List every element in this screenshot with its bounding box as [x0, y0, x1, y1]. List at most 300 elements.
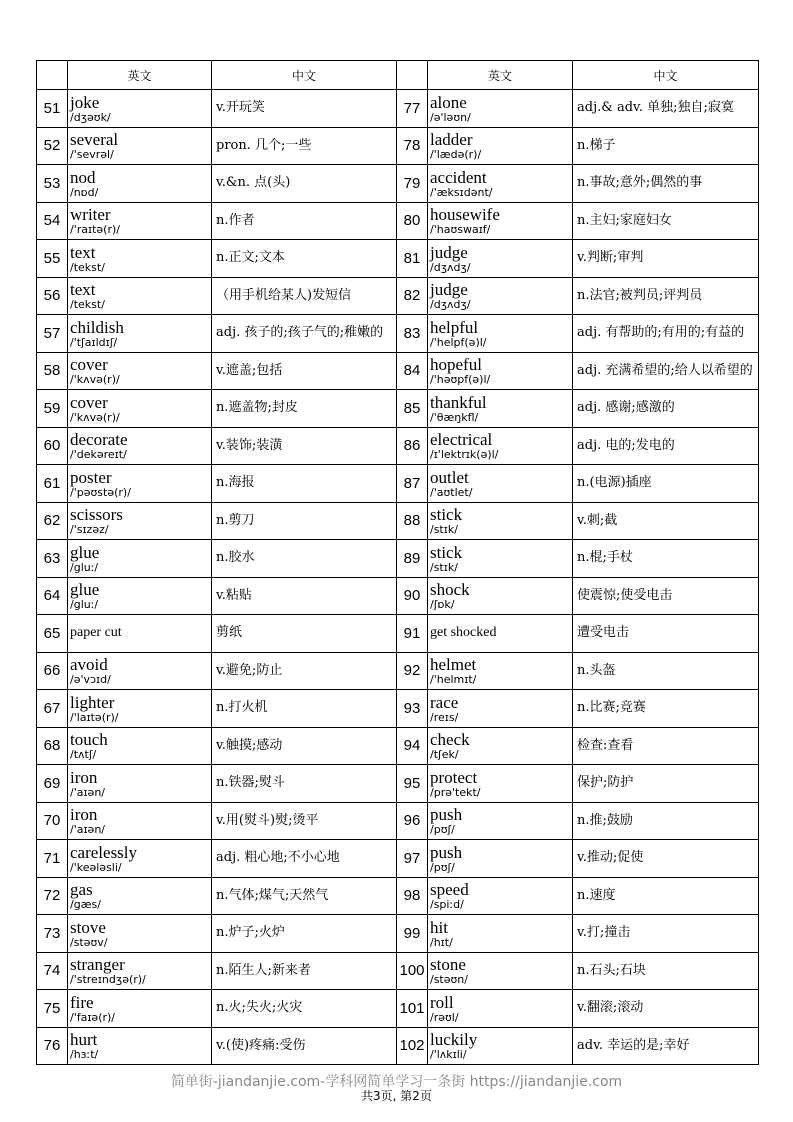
chinese-meaning	[573, 690, 759, 728]
chinese-meaning	[573, 277, 759, 315]
entry-word-cell	[428, 90, 573, 128]
entry-word-cell	[68, 840, 212, 878]
entry-number: 84	[397, 352, 428, 390]
english-word: accident	[430, 167, 487, 187]
chinese-meaning	[573, 990, 759, 1028]
table-row	[37, 390, 759, 428]
entry-number: 100	[397, 952, 428, 990]
entry-number: 95	[397, 765, 428, 803]
phonetic: /'sevrəl/	[70, 148, 114, 162]
header-english-left: 英文	[68, 61, 212, 90]
entry-number: 86	[397, 427, 428, 465]
entry-number: 55	[37, 240, 68, 278]
phonetic: /tekst/	[70, 298, 105, 312]
entry-word-cell	[428, 502, 573, 540]
chinese-meaning	[212, 877, 397, 915]
phonetic: /stɪk/	[430, 523, 458, 537]
meaning-text: n.剪刀	[216, 512, 255, 528]
english-word: hopeful	[430, 355, 482, 375]
meaning-text: n.陌生人;新来者	[216, 962, 311, 978]
english-word: iron	[70, 767, 98, 787]
english-word: stick	[430, 505, 463, 525]
phonetic: /'aɪən/	[70, 823, 106, 837]
meaning-text: n.(电源)插座	[577, 475, 652, 491]
entry-number: 63	[37, 540, 68, 578]
table-row	[37, 165, 759, 203]
entry-number: 80	[397, 202, 428, 240]
phonetic: /ʃɒk/	[430, 598, 455, 612]
meaning-text: n.打火机	[216, 700, 268, 716]
entry-word-cell	[68, 765, 212, 803]
table-row	[37, 915, 759, 953]
entry-number: 68	[37, 727, 68, 765]
chinese-meaning	[212, 277, 397, 315]
english-word: ladder	[430, 130, 473, 150]
header-chinese-right: 中文	[573, 61, 759, 90]
table-row	[37, 577, 759, 615]
header-chinese-left: 中文	[212, 61, 397, 90]
entry-word-cell	[428, 127, 573, 165]
english-word: helmet	[430, 655, 477, 675]
chinese-meaning	[212, 952, 397, 990]
english-word: hit	[430, 917, 448, 937]
entry-number: 67	[37, 690, 68, 728]
chinese-meaning	[212, 465, 397, 503]
entry-number: 60	[37, 427, 68, 465]
english-word: avoid	[70, 655, 108, 675]
entry-word-cell	[428, 165, 573, 203]
chinese-meaning	[573, 90, 759, 128]
chinese-meaning	[212, 690, 397, 728]
phonetic: /'haʊswaɪf/	[430, 223, 491, 237]
english-word: scissors	[70, 505, 123, 525]
english-word: helpful	[430, 317, 479, 337]
entry-number: 83	[397, 315, 428, 353]
entry-word-cell	[68, 315, 212, 353]
chinese-meaning	[573, 465, 759, 503]
chinese-meaning	[573, 765, 759, 803]
chinese-meaning	[212, 127, 397, 165]
phonetic: /'θæŋkfl/	[430, 410, 479, 424]
entry-word-cell	[68, 240, 212, 278]
entry-word-cell	[428, 765, 573, 803]
meaning-text: v.(使)疼痛:受伤	[216, 1037, 306, 1053]
phonetic: /spiːd/	[430, 898, 464, 912]
meaning-text: v.避免;防止	[216, 662, 283, 678]
phonetic: /stɪk/	[430, 560, 458, 574]
meaning-text: adj. 充满希望的;给人以希望的	[577, 362, 753, 378]
header-num-right	[397, 61, 428, 90]
header-english-right: 英文	[428, 61, 573, 90]
english-word: stove	[70, 917, 106, 937]
chinese-meaning	[212, 427, 397, 465]
chinese-meaning	[212, 577, 397, 615]
entry-number: 96	[397, 802, 428, 840]
phonetic: /'tʃaɪldɪʃ/	[70, 335, 118, 349]
english-word: housewife	[430, 205, 500, 225]
phonetic: /'helmɪt/	[430, 673, 477, 687]
meaning-text: n.气体;煤气;天然气	[216, 887, 329, 903]
entry-number: 74	[37, 952, 68, 990]
table-row	[37, 90, 759, 128]
table-row	[37, 127, 759, 165]
entry-number: 53	[37, 165, 68, 203]
entry-number: 85	[397, 390, 428, 428]
entry-word-cell	[428, 465, 573, 503]
english-word: stranger	[70, 955, 125, 975]
english-word: lighter	[70, 692, 115, 712]
phonetic: /'æksɪdənt/	[430, 185, 493, 199]
chinese-meaning	[573, 165, 759, 203]
chinese-meaning	[573, 127, 759, 165]
meaning-text: v.装饰;装潢	[216, 437, 283, 453]
meaning-text: 保护;防护	[577, 775, 634, 791]
chinese-meaning	[573, 315, 759, 353]
chinese-meaning	[573, 240, 759, 278]
table-row	[37, 502, 759, 540]
entry-word-cell	[68, 202, 212, 240]
meaning-text: n.棍;手杖	[577, 550, 633, 566]
phonetic: /reɪs/	[430, 710, 459, 724]
table-row	[37, 690, 759, 728]
english-word: glue	[70, 542, 100, 562]
table-row	[37, 990, 759, 1028]
english-word: luckily	[430, 1030, 478, 1050]
footer-watermark: 简单街-jiandanjie.com-学科网简单学习一条街 https://jiandanjie.com	[170, 1074, 623, 1090]
phonetic: /dʒʌdʒ/	[430, 260, 471, 274]
phonetic: /'aʊtlet/	[430, 485, 473, 499]
chinese-meaning	[212, 165, 397, 203]
entry-number: 54	[37, 202, 68, 240]
chinese-meaning	[212, 652, 397, 690]
meaning-text: adj. 孩子的;孩子气的;稚嫩的	[216, 325, 384, 341]
english-word: cover	[70, 392, 108, 412]
entry-word-cell	[68, 990, 212, 1028]
entry-word-cell	[68, 352, 212, 390]
phonetic: /'aɪən/	[70, 785, 106, 799]
english-word: gas	[70, 880, 93, 900]
chinese-meaning	[573, 390, 759, 428]
entry-word-cell	[428, 727, 573, 765]
english-word: thankful	[430, 392, 487, 412]
entry-word-cell	[428, 427, 573, 465]
phonetic: /gæs/	[70, 898, 101, 912]
table-row	[37, 540, 759, 578]
meaning-text: n.主妇;家庭妇女	[577, 212, 672, 228]
meaning-text: v.用(熨斗)熨;烫平	[216, 812, 319, 828]
meaning-text: n.法官;被判员;评判员	[577, 287, 703, 303]
meaning-text: 检查:查看	[577, 737, 634, 753]
entry-number: 77	[397, 90, 428, 128]
english-word: push	[430, 805, 463, 825]
entry-word-cell	[428, 915, 573, 953]
entry-number: 69	[37, 765, 68, 803]
phonetic: /dʒəʊk/	[70, 110, 111, 124]
meaning-text: n.梯子	[577, 137, 616, 153]
entry-number: 64	[37, 577, 68, 615]
english-word: cover	[70, 355, 108, 375]
entry-number: 70	[37, 802, 68, 840]
meaning-text: n.作者	[216, 212, 255, 228]
chinese-meaning	[212, 1027, 397, 1065]
entry-number: 66	[37, 652, 68, 690]
chinese-meaning	[212, 990, 397, 1028]
entry-number: 82	[397, 277, 428, 315]
phonetic: /'raɪtə(r)/	[70, 223, 120, 237]
chinese-meaning	[573, 727, 759, 765]
entry-word-cell	[68, 1027, 212, 1065]
chinese-meaning	[212, 90, 397, 128]
chinese-meaning	[212, 315, 397, 353]
entry-word-cell	[428, 840, 573, 878]
phonetic: /ɪ'lektrɪk(ə)l/	[430, 448, 499, 462]
phonetic: /'kʌvə(r)/	[70, 410, 120, 424]
entry-word-cell	[68, 690, 212, 728]
english-word: judge	[430, 280, 468, 300]
entry-number: 93	[397, 690, 428, 728]
entry-number: 61	[37, 465, 68, 503]
english-word: iron	[70, 805, 98, 825]
chinese-meaning	[212, 802, 397, 840]
table-row	[37, 840, 759, 878]
entry-number: 65	[37, 615, 68, 653]
entry-number: 102	[397, 1027, 428, 1065]
meaning-text: n.正文;文本	[216, 250, 285, 266]
phonetic: /gluː/	[70, 598, 99, 612]
table-row	[37, 352, 759, 390]
meaning-text: v.遮盖;包括	[216, 362, 283, 378]
meaning-text: 剪纸	[216, 625, 243, 641]
meaning-text: v.开玩笑	[216, 100, 265, 116]
english-word: roll	[430, 992, 454, 1012]
entry-word-cell	[68, 127, 212, 165]
meaning-text: 遭受电击	[577, 625, 630, 641]
entry-word-cell	[428, 390, 573, 428]
english-word: stone	[430, 955, 466, 975]
table-row	[37, 465, 759, 503]
phonetic: /dʒʌdʒ/	[430, 298, 471, 312]
english-word: touch	[70, 730, 108, 750]
chinese-meaning	[573, 577, 759, 615]
entry-number: 57	[37, 315, 68, 353]
phonetic: /'streɪndʒə(r)/	[70, 973, 146, 987]
table-row	[37, 202, 759, 240]
meaning-text: n.头盔	[577, 662, 616, 678]
entry-number: 75	[37, 990, 68, 1028]
meaning-text: adj. 电的;发电的	[577, 437, 675, 453]
table-row	[37, 765, 759, 803]
table-row	[37, 240, 759, 278]
entry-word-cell	[428, 240, 573, 278]
entry-number: 90	[397, 577, 428, 615]
phonetic: /nɒd/	[70, 185, 99, 199]
entry-word-cell	[68, 277, 212, 315]
entry-number: 79	[397, 165, 428, 203]
entry-number: 101	[397, 990, 428, 1028]
chinese-meaning	[212, 727, 397, 765]
entry-number: 52	[37, 127, 68, 165]
meaning-text: n.事故;意外;偶然的事	[577, 175, 703, 191]
entry-number: 78	[397, 127, 428, 165]
entry-number: 62	[37, 502, 68, 540]
entry-word-cell	[68, 877, 212, 915]
entry-number: 99	[397, 915, 428, 953]
phonetic: /pʊʃ/	[430, 860, 455, 874]
entry-word-cell	[68, 615, 212, 653]
table-row	[37, 427, 759, 465]
phonetic: /gluː/	[70, 560, 99, 574]
entry-word-cell	[428, 690, 573, 728]
entry-word-cell	[68, 427, 212, 465]
english-word: race	[430, 692, 459, 712]
english-word: speed	[430, 880, 469, 900]
entry-word-cell	[428, 802, 573, 840]
header-num-left	[37, 61, 68, 90]
english-word: outlet	[430, 467, 469, 487]
meaning-text: v.触摸;感动	[216, 737, 283, 753]
entry-word-cell	[428, 577, 573, 615]
entry-number: 71	[37, 840, 68, 878]
meaning-text: v.推动;促使	[577, 850, 644, 866]
entry-word-cell	[428, 652, 573, 690]
meaning-text: v.&n. 点(头)	[216, 175, 291, 191]
english-word: hurt	[70, 1030, 98, 1050]
phonetic: /'lædə(r)/	[430, 148, 482, 162]
english-word: fire	[70, 992, 94, 1012]
entry-word-cell	[428, 990, 573, 1028]
phonetic: /stəʊv/	[70, 935, 108, 949]
chinese-meaning	[212, 390, 397, 428]
table-row	[37, 802, 759, 840]
meaning-text: n.海报	[216, 475, 255, 491]
meaning-text: v.判断;审判	[577, 250, 644, 266]
meaning-text: n.胶水	[216, 550, 255, 566]
english-word: nod	[70, 167, 96, 187]
chinese-meaning	[212, 202, 397, 240]
meaning-text: pron. 几个;一些	[216, 137, 312, 153]
entry-word-cell	[428, 540, 573, 578]
phonetic: /'helpf(ə)l/	[430, 335, 487, 349]
english-word: get shocked	[430, 625, 497, 641]
phonetic: /tʃek/	[430, 748, 459, 762]
phonetic: /tʌtʃ/	[70, 748, 97, 762]
chinese-meaning	[212, 240, 397, 278]
chinese-meaning	[573, 877, 759, 915]
entry-word-cell	[68, 90, 212, 128]
entry-word-cell	[68, 652, 212, 690]
phonetic: /'faɪə(r)/	[70, 1010, 116, 1024]
table-row	[37, 877, 759, 915]
phonetic: /'sɪzəz/	[70, 523, 109, 537]
entry-word-cell	[428, 877, 573, 915]
entry-word-cell	[428, 315, 573, 353]
meaning-text: v.打;撞击	[577, 925, 631, 941]
chinese-meaning	[212, 915, 397, 953]
meaning-text: n.炉子;火炉	[216, 925, 285, 941]
meaning-text: n.推;鼓励	[577, 812, 633, 828]
chinese-meaning	[212, 540, 397, 578]
entry-number: 56	[37, 277, 68, 315]
english-word: shock	[430, 580, 470, 600]
table-header-row	[37, 61, 759, 90]
table-row	[37, 615, 759, 653]
english-word: stick	[430, 542, 463, 562]
phonetic: /'kʌvə(r)/	[70, 373, 120, 387]
meaning-text: n.比赛;竞赛	[577, 700, 646, 716]
chinese-meaning	[573, 952, 759, 990]
english-word: check	[430, 730, 470, 750]
chinese-meaning	[212, 615, 397, 653]
english-word: writer	[70, 205, 111, 225]
entry-word-cell	[68, 577, 212, 615]
entry-number: 91	[397, 615, 428, 653]
phonetic: /ə'ləʊn/	[430, 110, 471, 124]
table-row	[37, 277, 759, 315]
table-row	[37, 1027, 759, 1065]
entry-word-cell	[428, 952, 573, 990]
entry-word-cell	[68, 727, 212, 765]
entry-number: 73	[37, 915, 68, 953]
chinese-meaning	[212, 352, 397, 390]
entry-number: 76	[37, 1027, 68, 1065]
chinese-meaning	[573, 540, 759, 578]
meaning-text: v.翻滚;滚动	[577, 1000, 644, 1016]
phonetic: /hɜːt/	[70, 1048, 99, 1062]
entry-number: 92	[397, 652, 428, 690]
entry-word-cell	[428, 1027, 573, 1065]
entry-number: 81	[397, 240, 428, 278]
meaning-text: v.刺;截	[577, 512, 618, 528]
table-row	[37, 652, 759, 690]
english-word: decorate	[70, 430, 128, 450]
phonetic: /hɪt/	[430, 935, 453, 949]
entry-number: 59	[37, 390, 68, 428]
meaning-text: （用手机给某人)发短信	[216, 287, 352, 303]
english-word: carelessly	[70, 842, 138, 862]
phonetic: /prə'tekt/	[430, 785, 481, 799]
entry-word-cell	[68, 952, 212, 990]
english-word: text	[70, 242, 96, 262]
entry-word-cell	[68, 465, 212, 503]
meaning-text: n.遮盖物;封皮	[216, 400, 298, 416]
entry-word-cell	[428, 352, 573, 390]
english-word: glue	[70, 580, 100, 600]
meaning-text: adj. 感谢;感激的	[577, 400, 675, 416]
meaning-text: 使震惊;使受电击	[577, 587, 673, 603]
entry-word-cell	[428, 277, 573, 315]
phonetic: /'həʊpf(ə)l/	[430, 373, 491, 387]
english-word: joke	[70, 92, 100, 112]
meaning-text: adj. 有帮助的;有用的;有益的	[577, 325, 745, 341]
meaning-text: adj.& adv. 单独;独自;寂寞	[577, 100, 734, 116]
entry-word-cell	[428, 202, 573, 240]
entry-word-cell	[68, 502, 212, 540]
chinese-meaning	[212, 840, 397, 878]
entry-word-cell	[428, 615, 573, 653]
vocabulary-table	[36, 60, 759, 1065]
entry-number: 94	[397, 727, 428, 765]
chinese-meaning	[573, 502, 759, 540]
entry-number: 87	[397, 465, 428, 503]
chinese-meaning	[212, 765, 397, 803]
phonetic: /tekst/	[70, 260, 105, 274]
english-word: text	[70, 280, 96, 300]
entry-number: 72	[37, 877, 68, 915]
phonetic: /'pəʊstə(r)/	[70, 485, 131, 499]
phonetic: /rəʊl/	[430, 1010, 459, 1024]
phonetic: /pʊʃ/	[430, 823, 455, 837]
phonetic: /ə'vɔɪd/	[70, 673, 111, 687]
